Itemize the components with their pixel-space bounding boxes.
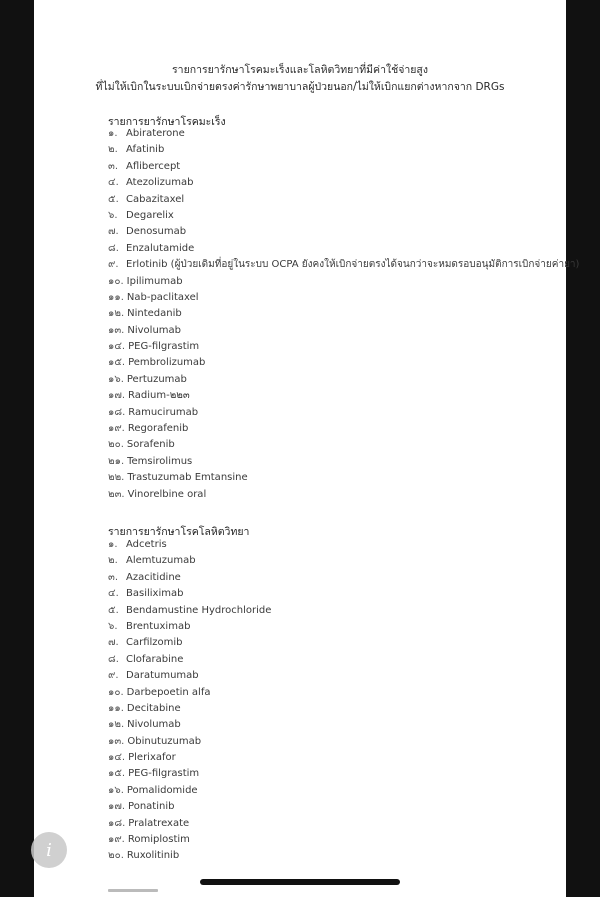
drug-name: Daratumumab <box>126 670 199 682</box>
drug-name: Darbepoetin alfa <box>126 686 211 698</box>
drug-name: Temsirolimus <box>127 455 193 467</box>
item-number: ๒๒. <box>108 472 125 484</box>
list-item <box>108 224 579 240</box>
item-number: ๒๐. <box>108 850 124 862</box>
drug-name: Azacitidine <box>126 571 181 583</box>
item-number: ๒๓. <box>108 488 125 500</box>
drug-name: Carfilzomib <box>126 637 183 649</box>
item-number: ๑๘. <box>108 406 126 418</box>
list-item <box>108 355 579 371</box>
list-item <box>108 553 271 569</box>
item-number: ๙. <box>108 259 119 271</box>
item-number: ๘. <box>108 653 119 665</box>
list-item <box>108 619 271 635</box>
drug-name: Nintedanib <box>127 308 182 320</box>
document-title-line2: ที่ไม่ให้เบิกในระบบเบิกจ่ายตรงค่ารักษาพยาบาลผู้ป่วยนอก/ไม่ให้เบิกแยกต่างหากจาก DRGs <box>95 81 505 93</box>
item-number: ๘. <box>108 242 119 254</box>
list-item <box>108 470 579 486</box>
list-item <box>108 421 579 437</box>
item-number: ๗. <box>108 226 119 238</box>
list-item <box>108 816 271 832</box>
list-item <box>108 652 271 668</box>
item-number: ๙. <box>108 670 119 682</box>
item-number: ๕. <box>108 604 119 616</box>
drug-name: Enzalutamide <box>126 242 195 254</box>
next-section-cutoff <box>108 889 158 892</box>
list-item <box>108 734 271 750</box>
drug-name: Plerixafor <box>128 752 176 764</box>
item-number: ๗. <box>108 637 119 649</box>
list-item <box>108 750 271 766</box>
item-number: ๖. <box>108 209 118 221</box>
list-item <box>108 766 271 782</box>
drug-name: Degarelix <box>126 209 174 221</box>
item-number: ๑๑. <box>108 291 124 303</box>
document-title-line1: รายการยารักษาโรคมะเร็งและโลหิตวิทยาที่มีค่าใช้จ่ายสูง <box>172 64 428 76</box>
item-number: ๑๖. <box>108 373 124 385</box>
drug-name: Sorafenib <box>126 439 175 451</box>
item-number: ๑. <box>108 539 118 550</box>
drug-name: Obinutuzumab <box>127 735 202 747</box>
drug-name: Pertuzumab <box>126 373 187 385</box>
drug-name: Decitabine <box>126 702 181 714</box>
list-item <box>108 175 579 191</box>
item-number: ๑๔. <box>108 341 126 353</box>
cancer-section-heading: รายการยารักษาโรคมะเร็ง <box>108 116 226 128</box>
item-number: ๑๖. <box>108 784 124 796</box>
item-number: ๓. <box>108 160 119 172</box>
item-number: ๑๒. <box>108 308 125 320</box>
drug-name: Nivolumab <box>127 719 181 731</box>
drug-name: Ruxolitinib <box>126 850 180 862</box>
drug-name: Denosumab <box>126 226 187 238</box>
item-number: ๑๑. <box>108 702 124 714</box>
item-number: ๒. <box>108 555 118 567</box>
drug-name: Pembrolizumab <box>128 357 206 369</box>
list-item <box>108 701 271 717</box>
drug-name: Afatinib <box>126 144 165 156</box>
item-number: ๒. <box>108 144 118 156</box>
item-number: ๑๐. <box>108 686 124 698</box>
drug-name: Aflibercept <box>126 160 181 172</box>
item-number: ๑๗. <box>108 801 126 813</box>
item-number: ๑๒. <box>108 719 125 731</box>
item-number: ๔. <box>108 588 119 600</box>
list-item <box>108 570 271 586</box>
list-item <box>108 537 271 553</box>
list-item <box>108 339 579 355</box>
item-number: ๑๓. <box>108 735 125 747</box>
item-number: ๑๐. <box>108 275 124 287</box>
hematology-drug-list <box>108 537 271 865</box>
list-item <box>108 603 271 619</box>
drug-name: Radium-๒๒๓ <box>128 390 190 402</box>
list-item <box>108 388 579 404</box>
drug-name: Brentuximab <box>126 620 191 632</box>
list-item <box>108 848 271 864</box>
drug-name: Ipilimumab <box>126 275 183 287</box>
list-item <box>108 454 579 470</box>
drug-name: Ramucirumab <box>128 406 199 418</box>
drug-name: Erlotinib (ผู้ป่วยเดิมที่อยู่ในระบบ OCPA ยังคงให้เบิกจ่ายตรงได้จนกว่าจะหมดรอบอนุมัติการเบิกจ่ายค่ายา) <box>126 259 580 271</box>
list-item <box>108 635 271 651</box>
list-item <box>108 257 579 273</box>
drug-name: Alemtuzumab <box>126 555 196 567</box>
item-number: ๔. <box>108 177 119 189</box>
drug-name: Regorafenib <box>127 423 189 435</box>
info-icon[interactable] <box>31 832 67 868</box>
drug-name: Trastuzumab Emtansine <box>127 472 248 484</box>
drug-name: Romiplostim <box>127 834 190 846</box>
list-item <box>108 274 579 290</box>
item-number: ๕. <box>108 193 119 205</box>
item-number: ๑๔. <box>108 752 126 764</box>
list-item <box>108 405 579 421</box>
item-number: ๒๑. <box>108 455 125 467</box>
list-item <box>108 832 271 848</box>
list-item <box>108 192 579 208</box>
item-number: ๑๗. <box>108 390 126 402</box>
drug-name: Bendamustine Hydrochloride <box>126 604 272 616</box>
list-item <box>108 586 271 602</box>
list-item <box>108 306 579 322</box>
drug-name: PEG-filgrastim <box>128 341 200 353</box>
drug-name: Nivolumab <box>127 324 182 336</box>
list-item <box>108 290 579 306</box>
home-indicator[interactable] <box>200 879 400 885</box>
list-item <box>108 241 579 257</box>
list-item <box>108 208 579 224</box>
list-item <box>108 142 579 158</box>
list-item <box>108 159 579 175</box>
drug-name: Ponatinib <box>128 801 175 813</box>
item-number: ๓. <box>108 571 119 583</box>
drug-name: Basiliximab <box>126 588 184 600</box>
drug-name: Cabazitaxel <box>126 193 185 205</box>
item-number: ๖. <box>108 620 118 632</box>
drug-name: Abiraterone <box>126 128 185 139</box>
list-item <box>108 685 271 701</box>
info-glyph: i <box>46 839 52 861</box>
list-item <box>108 126 579 142</box>
item-number: ๑๓. <box>108 324 125 336</box>
drug-name: Atezolizumab <box>126 177 194 189</box>
document-page <box>34 0 580 897</box>
item-number: ๒๐. <box>108 439 124 451</box>
list-item <box>108 799 271 815</box>
list-item <box>108 717 271 733</box>
list-item <box>108 487 579 503</box>
item-number: ๑๕. <box>108 357 126 369</box>
cancer-drug-list <box>108 126 579 503</box>
drug-name: Clofarabine <box>126 653 184 665</box>
drug-name: Vinorelbine oral <box>127 488 207 500</box>
list-item <box>108 323 579 339</box>
hematology-section-heading: รายการยารักษาโรคโลหิตวิทยา <box>108 526 250 538</box>
drug-name: Pralatrexate <box>128 817 190 829</box>
item-number: ๑๙. <box>108 834 125 846</box>
item-number: ๑๘. <box>108 817 126 829</box>
drug-name: Adcetris <box>126 539 167 550</box>
item-number: ๑๕. <box>108 768 126 780</box>
drug-name: Nab-paclitaxel <box>126 291 199 303</box>
list-item <box>108 437 579 453</box>
drug-name: PEG-filgrastim <box>128 768 200 780</box>
drug-name: Pomalidomide <box>126 784 198 796</box>
list-item <box>108 668 271 684</box>
list-item <box>108 783 271 799</box>
item-number: ๑๙. <box>108 423 125 435</box>
list-item <box>108 372 579 388</box>
item-number: ๑. <box>108 128 118 139</box>
